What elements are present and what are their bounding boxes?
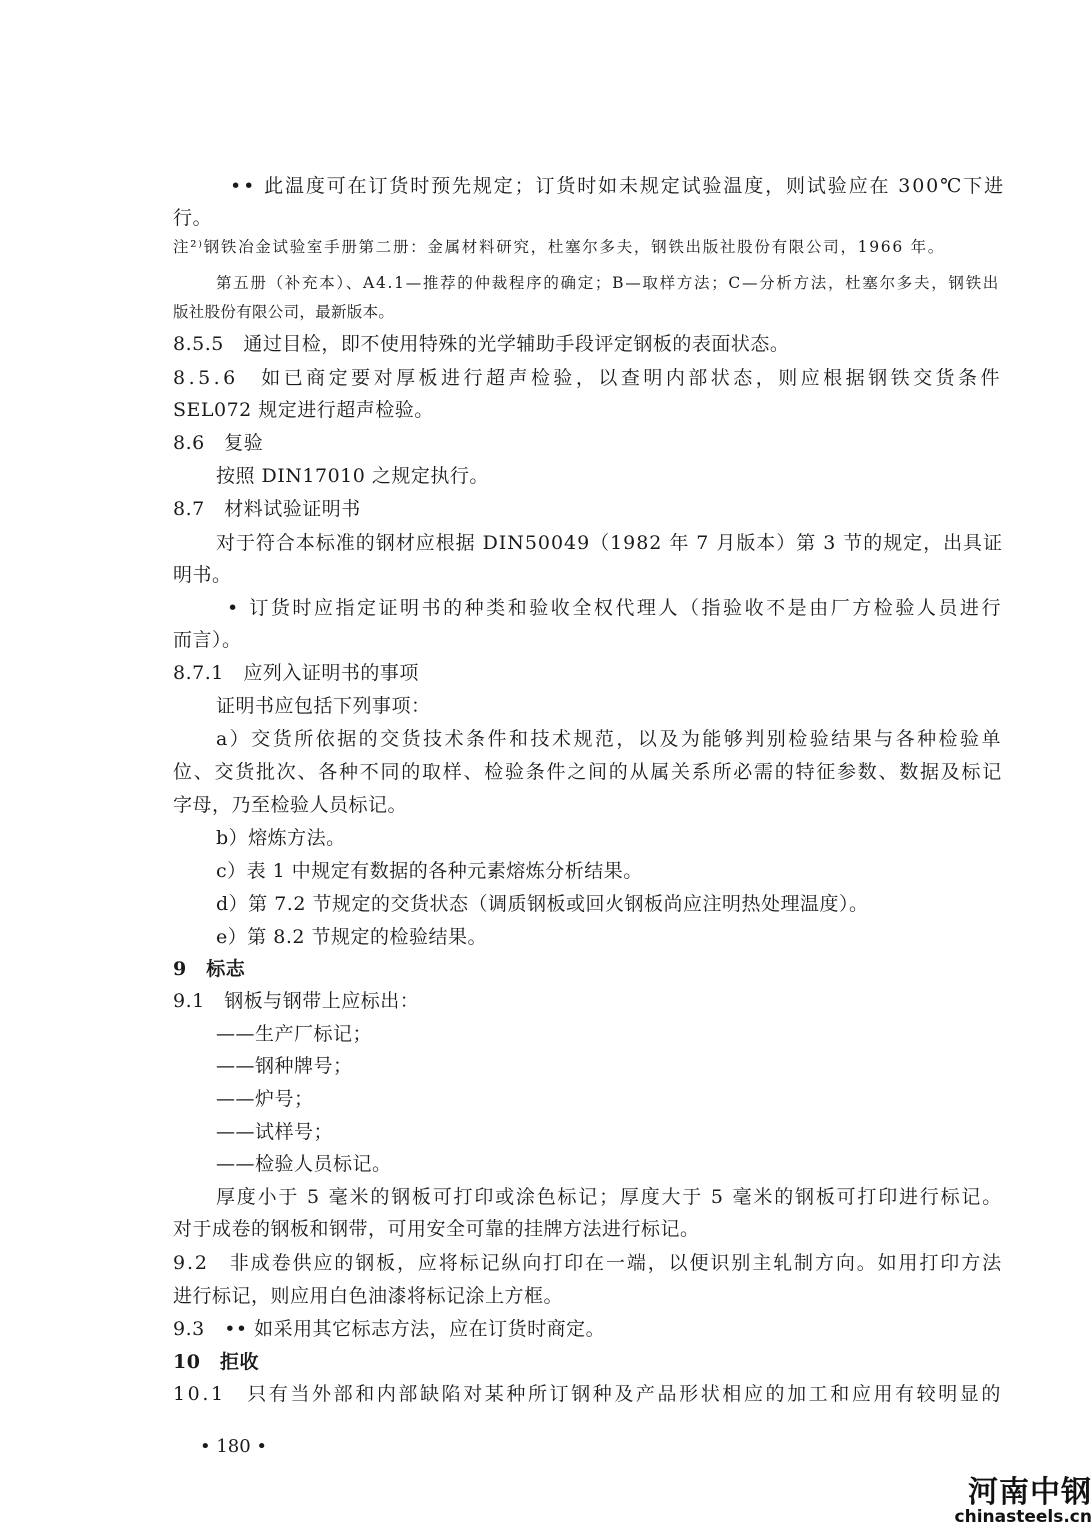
section-heading: 8.7 材料试验证明书 [173, 498, 361, 520]
section-heading: 9 标志 [173, 958, 246, 980]
text-line: 行。 [173, 207, 213, 229]
list-item: ——生产厂标记； [216, 1023, 373, 1045]
list-item: e）第 8.2 节规定的检验结果。 [216, 926, 488, 948]
footnote-line: 第五册（补充本）、A4.1—推荐的仲裁程序的确定；B—取样方法；C—分析方法，杜塞尔多夫，钢铁出 [216, 274, 1000, 292]
text-line: 厚度小于 5 毫米的钢板可打印或涂色标记；厚度大于 5 毫米的钢板可打印进行标记。 [216, 1186, 1003, 1208]
section-heading: 8.6 复验 [173, 432, 264, 454]
text-line: 进行标记，则应用白色油漆将标记涂上方框。 [173, 1285, 564, 1307]
list-item: ——钢种牌号； [216, 1055, 353, 1077]
list-item: ——炉号； [216, 1088, 314, 1110]
list-item: ——试样号； [216, 1121, 334, 1143]
list-item: d）第 7.2 节规定的交货状态（调质钢板或回火钢板尚应注明热处理温度）。 [216, 893, 869, 915]
text-line: 9.1 钢板与钢带上应标出： [173, 990, 420, 1012]
footnote-line: 注²⁾钢铁冶金试验室手册第二册：金属材料研究，杜塞尔多夫，钢铁出版社股份有限公司，1966 年。 [173, 238, 945, 256]
section-heading: 8.7.1 应列入证明书的事项 [173, 662, 419, 684]
page-number: • 180 • [200, 1436, 268, 1457]
text-line: • 订货时应指定证明书的种类和验收全权代理人（指验收不是由厂方检验人员进行 [227, 597, 1003, 619]
text-line: 8.5.6 如已商定要对厚板进行超声检验，以查明内部状态，则应根据钢铁交货条件 [173, 367, 1003, 389]
watermark-en: chinasteels.cn [954, 1507, 1092, 1527]
text-line: 位、交货批次、各种不同的取样、检验条件之间的从属关系所必需的特征参数、数据及标记 [173, 761, 1003, 783]
section-heading: 10 拒收 [173, 1351, 259, 1373]
text-line: 10.1 只有当外部和内部缺陷对某种所订钢种及产品形状相应的加工和应用有较明显的 [173, 1383, 1003, 1405]
text-line: SEL072 规定进行超声检验。 [173, 399, 434, 421]
text-line: 8.5.5 通过目检，即不使用特殊的光学辅助手段评定钢板的表面状态。 [173, 333, 790, 355]
list-item: c）表 1 中规定有数据的各种元素熔炼分析结果。 [216, 860, 643, 882]
text-line: 对于符合本标准的钢材应根据 DIN50049（1982 年 7 月版本）第 3 节的规定，出具证 [216, 532, 1003, 554]
text-line: 对于成卷的钢板和钢带，可用安全可靠的挂牌方法进行标记。 [173, 1218, 700, 1240]
text-line: 按照 DIN17010 之规定执行。 [216, 465, 489, 487]
watermark [948, 1475, 1092, 1527]
text-line: 9.3 •• 如采用其它标志方法，应在订货时商定。 [173, 1318, 606, 1340]
text-line: 而言）。 [173, 629, 242, 651]
list-item: a）交货所依据的交货技术条件和技术规范，以及为能够判别检验结果与各种检验单 [216, 728, 1003, 750]
list-item: ——检验人员标记。 [216, 1153, 392, 1175]
text-line: 字母，乃至检验人员标记。 [173, 794, 408, 816]
list-item: b）熔炼方法。 [216, 827, 346, 849]
text-line: 9.2 非成卷供应的钢板，应将标记纵向打印在一端，以便识别主轧制方向。如用打印方法 [173, 1252, 1003, 1274]
text-line: •• 此温度可在订货时预先规定；订货时如未规定试验温度，则试验应在 300℃下进 [230, 175, 1005, 197]
footnote-line: 版社股份有限公司，最新版本。 [173, 303, 395, 321]
text-line: 明书。 [173, 564, 232, 586]
watermark-cn: 河南中钢 [968, 1475, 1092, 1510]
text-line: 证明书应包括下列事项： [216, 695, 431, 717]
